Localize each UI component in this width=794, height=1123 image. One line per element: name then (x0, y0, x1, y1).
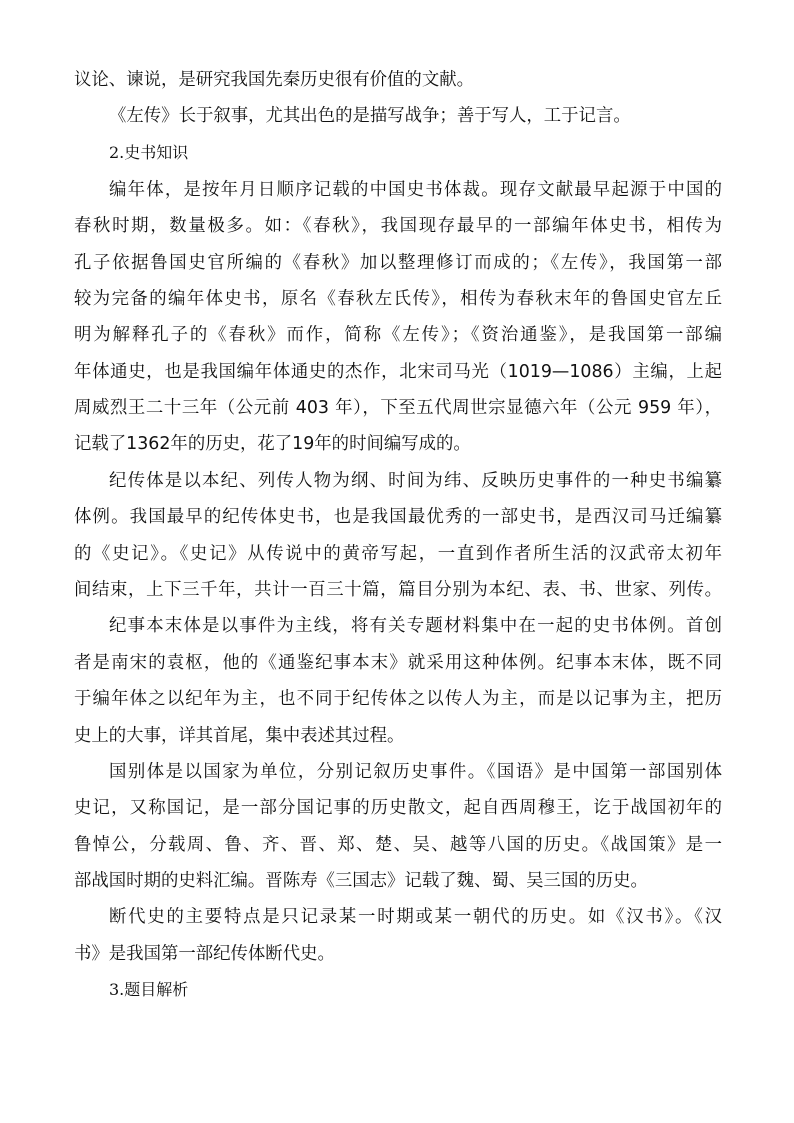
para2-line5: 明为解释孔子的《春秋》而作，简称《左传》；《资治通鉴》，是我国第一部编 (74, 325, 722, 345)
para0-line1: 议论、谏说，是研究我国先秦历史很有价值的文献。 (74, 70, 474, 90)
section-heading-history-knowledge: 2.史书知识 (109, 143, 189, 162)
para2-line7: 周威烈王二十三年（公元前 403 年），下至五代周世宗显德六年（公元 959 年）， (74, 398, 722, 418)
para5-line2: 史记，又称国记，是一部分国记事的历史散文，起自西周穆王，讫于战国初年的 (74, 798, 722, 818)
para3-line3: 的《史记》。《史记》从传说中的黄帝写起，一直到作者所生活的汉武帝太初年 (74, 544, 722, 564)
para5-line4: 部战国时期的史料汇编。晋陈寿《三国志》记载了魏、蜀、吴三国的历史。 (74, 871, 648, 891)
para2-line6: 年体通史，也是我国编年体通史的杰作，北宋司马光（1019—1086）主编，上起 (74, 362, 722, 382)
para3-line4: 间结束，上下三千年，共计一百三十篇，篇目分别为本纪、表、书、世家、列传。 (74, 580, 722, 600)
para2-line4: 较为完备的编年体史书，原名《春秋左氏传》，相传为春秋末年的鲁国史官左丘 (74, 289, 722, 309)
para2-line2: 春秋时期，数量极多。如：《春秋》，我国现存最早的一部编年体史书，相传为 (74, 216, 722, 236)
para2-line3: 孔子依据鲁国史官所编的《春秋》加以整理修订而成的；《左传》，我国第一部 (74, 253, 722, 273)
para3-line1: 纪传体是以本纪、列传人物为纲、时间为纬、反映历史事件的一种史书编纂 (109, 471, 722, 491)
para1-line1: 《左传》长于叙事，尤其出色的是描写战争；善于写人，工于记言。 (109, 106, 631, 126)
para6-line1: 断代史的主要特点是只记录某一时期或某一朝代的历史。如《汉书》。《汉 (109, 907, 722, 927)
section-heading-question-analysis: 3.题目解析 (109, 980, 189, 999)
para6-line2: 书》是我国第一部纪传体断代史。 (74, 944, 335, 964)
para4-line1: 纪事本末体是以事件为主线，将有关专题材料集中在一起的史书体例。首创 (109, 616, 722, 636)
para2-line8: 记载了1362年的历史，花了19年的时间编写成的。 (74, 434, 471, 454)
para2-line1: 编年体，是按年月日顺序记载的中国史书体裁。现存文献最早起源于中国的 (109, 180, 722, 200)
para4-line3: 于编年体之以纪年为主，也不同于纪传体之以传人为主，而是以记事为主，把历 (74, 689, 722, 709)
para4-line2: 者是南宋的袁枢，他的《通鉴纪事本末》就采用这种体例。纪事本末体，既不同 (74, 653, 722, 673)
para4-line4: 史上的大事，详其首尾，集中表述其过程。 (74, 726, 405, 746)
para3-line2: 体例。我国最早的纪传体史书，也是我国最优秀的一部史书，是西汉司马迁编纂 (74, 507, 722, 527)
para5-line1: 国别体是以国家为单位，分别记叙历史事件。《国语》是中国第一部国别体 (109, 762, 722, 782)
para5-line3: 鲁悼公，分载周、鲁、齐、晋、郑、楚、吴、越等八国的历史。《战国策》是一 (74, 835, 722, 855)
